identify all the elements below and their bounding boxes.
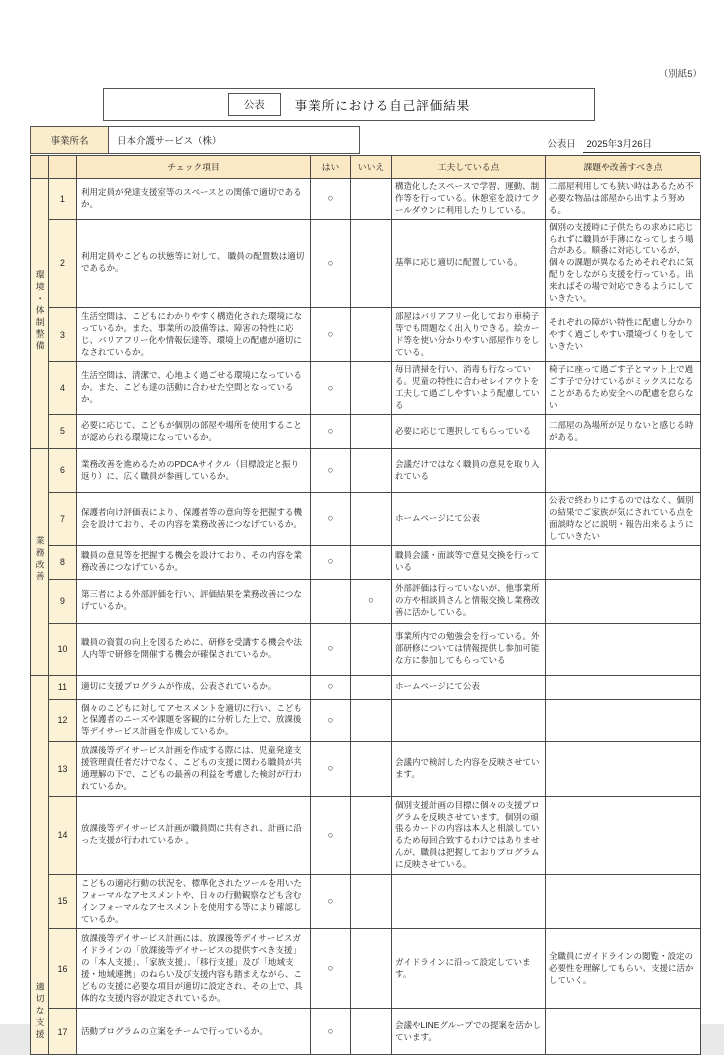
question-cell: 利用定員が発達支援室等のスペースとの関係で適切であるか。 (77, 179, 311, 220)
row-number: 12 (49, 699, 77, 742)
question-cell: 必要に応じて、こどもが個別の部屋や場所を使用することが認められる環境になっているか。 (77, 415, 311, 449)
no-cell (351, 449, 392, 493)
row-number: 7 (49, 493, 77, 546)
devised-cell: 部屋はバリアフリー化しており車椅子等でも問題なく出入りできる。絵カード等を使い分かりやすい部屋作りをしている。 (392, 307, 546, 362)
devised-cell: 事業所内での勉強会を行っている。外部研修については情報提供し参加可能な方に参加してもらっている (392, 623, 546, 675)
question-cell: 業務改善を進めるためのPDCAサイクル（目標設定と振り返り）に、広く職員が参画しているか。 (77, 449, 311, 493)
question-cell: 保護者向け評価表により、保護者等の意向等を把握する機会を設けており、その内容を業務改善につなげているか。 (77, 493, 311, 546)
devised-cell: 外部評価は行っていないが、他事業所の方や相談員さんと情報交換し業務改善に活かしている。 (392, 579, 546, 623)
page-title: 事業所における自己評価結果 (294, 98, 471, 113)
table-row (31, 796, 701, 874)
header-devised-points: 工夫している点 (392, 156, 546, 179)
issues-cell: 椅子に座って過ごす子とマット上で過ごす子で分けているがミックスになることがあるため安全への配慮を怠らない (546, 362, 701, 415)
issues-cell (546, 623, 701, 675)
title-box (103, 88, 595, 121)
issues-cell: 全職員にガイドラインの閲覧・設定の必要性を理解してもらい、支援に活かしていく。 (546, 929, 701, 1009)
no-cell (351, 1009, 392, 1055)
header-check-item: チェック項目 (77, 156, 311, 179)
no-cell (351, 699, 392, 742)
no-cell: ○ (351, 579, 392, 623)
table-row (31, 545, 701, 579)
table-row (31, 415, 701, 449)
issues-cell (546, 1009, 701, 1055)
row-number: 3 (49, 307, 77, 362)
header-number (49, 156, 77, 179)
category-cell-appropriate-support: 適切な支援 (31, 675, 49, 1055)
devised-cell: 必要に応じて選択してもらっている (392, 415, 546, 449)
devised-cell: 構造化したスペースで学習、運動、制作等を行っている。休憩室を設けてクールダウンに利用したりしている。 (392, 179, 546, 220)
row-number: 15 (49, 874, 77, 929)
row-number: 14 (49, 796, 77, 874)
yes-cell: ○ (311, 545, 351, 579)
devised-cell: 会議だけではなく職員の意見を取り入れている (392, 449, 546, 493)
devised-cell: ホームページにて公表 (392, 675, 546, 699)
yes-cell: ○ (311, 675, 351, 699)
question-cell: 放課後等デイサービス計画を作成する際には、児童発達支援管理責任者だけでなく、こどもの支援に関わる職員が共通理解の下で、こどもの最善の利益を考慮した検討が行われているか。 (77, 742, 311, 797)
question-cell: 適切に支援プログラムが作成、公表されているか。 (77, 675, 311, 699)
question-cell: 職員の意見等を把握する機会を設けており、その内容を業務改善につなげているか。 (77, 545, 311, 579)
no-cell (351, 493, 392, 546)
office-name-box (30, 126, 360, 154)
yes-cell: ○ (311, 307, 351, 362)
no-cell (351, 307, 392, 362)
yes-cell: ○ (311, 1009, 351, 1055)
office-name-value: 日本介護サービス（株） (117, 136, 222, 147)
yes-cell (311, 579, 351, 623)
issues-cell (546, 742, 701, 797)
table-row (31, 675, 701, 699)
yes-cell: ○ (311, 219, 351, 307)
table-row (31, 493, 701, 546)
publish-date-line (547, 136, 700, 153)
yes-cell: ○ (311, 493, 351, 546)
yes-cell: ○ (311, 623, 351, 675)
yes-cell: ○ (311, 796, 351, 874)
header-category (31, 156, 49, 179)
issues-cell (546, 675, 701, 699)
table-row (31, 449, 701, 493)
no-cell (351, 742, 392, 797)
issues-cell (546, 796, 701, 874)
no-cell (351, 362, 392, 415)
row-number: 16 (49, 929, 77, 1009)
question-cell: 放課後等デイサービス計画が職員間に共有され、計画に沿った支援が行われているか 。 (77, 796, 311, 874)
table-row (31, 579, 701, 623)
header-yes: はい (311, 156, 351, 179)
question-cell: 放課後等デイサービス計画には、放課後等デイサービスガイドラインの「放課後等デイサービスの提供すべき支援」の「本人支援」、「家族支援」、「移行支援」及び「地域支援・地域連携」のねらい及び支援内容も踏まえながら、こどもの支援に必要な項目が適切に設定され、その上で、具体的な支援内容が設定されているか。 (77, 929, 311, 1009)
no-cell (351, 219, 392, 307)
question-cell: 個々のこどもに対してアセスメントを適切に行い、こどもと保護者のニーズや課題を客観的に分析した上で、放課後等デイサービス計画を作成しているか。 (77, 699, 311, 742)
yes-cell: ○ (311, 449, 351, 493)
publication-tag: 公表 (228, 93, 281, 116)
no-cell (351, 415, 392, 449)
row-number: 11 (49, 675, 77, 699)
table-row (31, 742, 701, 797)
no-cell (351, 545, 392, 579)
devised-cell: 会議やLINEグループでの提案を活かしています。 (392, 1009, 546, 1055)
issues-cell (546, 699, 701, 742)
no-cell (351, 623, 392, 675)
row-number: 4 (49, 362, 77, 415)
question-cell: 職員の資質の向上を図るために、研修を受講する機会や法人内等で研修を開催する機会が確保されているか。 (77, 623, 311, 675)
devised-cell (392, 699, 546, 742)
table-header-row (31, 156, 701, 179)
row-number: 6 (49, 449, 77, 493)
no-cell (351, 874, 392, 929)
no-cell (351, 179, 392, 220)
devised-cell: 職員会議・面談等で意見交換を行っている (392, 545, 546, 579)
row-number: 10 (49, 623, 77, 675)
question-cell: 利用定員やこどもの状態等に対して、 職員の配置数は適切であるか。 (77, 219, 311, 307)
table-row (31, 1009, 701, 1055)
issues-cell (546, 874, 701, 929)
self-evaluation-table (30, 155, 701, 1055)
table-row (31, 874, 701, 929)
row-number: 13 (49, 742, 77, 797)
issues-cell: 公表で終わりにするのではなく、個別の結果でご家族が気にされている点を面談時などに説明・報告出来るようにしていきたい (546, 493, 701, 546)
question-cell: 活動プログラムの立案をチームで行っているか。 (77, 1009, 311, 1055)
table-row (31, 179, 701, 220)
header-no: いいえ (351, 156, 392, 179)
devised-cell: 毎日清掃を行い、消毒も行なっている。児童の特性に合わせレイアウトを工夫して過ごしやすいよう配慮している (392, 362, 546, 415)
row-number: 8 (49, 545, 77, 579)
issues-cell: 二部屋の為場所が足りないと感じる時がある。 (546, 415, 701, 449)
devised-cell: 基準に応じ適切に配置している。 (392, 219, 546, 307)
attachment-note: （別紙5） (658, 69, 702, 80)
row-number: 17 (49, 1009, 77, 1055)
row-number: 9 (49, 579, 77, 623)
table-row (31, 699, 701, 742)
devised-cell: 個別支援計画の目標に個々の支援プログラムを反映させています。個別の頑張るカードの内容は本人と相談しているため毎回合致するわけではありませんが、職員は把握しておりプログラムに反映させている。 (392, 796, 546, 874)
table-row (31, 219, 701, 307)
row-number: 1 (49, 179, 77, 220)
question-cell: 第三者による外部評価を行い、評価結果を業務改善につなげているか。 (77, 579, 311, 623)
table-row (31, 929, 701, 1009)
office-name-label: 事業所名 (31, 127, 109, 153)
issues-cell (546, 545, 701, 579)
table-row (31, 362, 701, 415)
issues-cell: 個別の支援時に子供たちの求めに応じられずに職員が手薄になってしまう場合がある。順番に対応しているが、個々の課題が異なるためそれぞれに気配りをしながら支援を行っている。出来ればその場で対応できるようにしていきたい。 (546, 219, 701, 307)
category-cell-operations: 業務改善 (31, 449, 49, 676)
devised-cell: ホームページにて公表 (392, 493, 546, 546)
question-cell: こどもの適応行動の状況を、標準化されたツールを用いたフォーマルなアセスメントや、日々の行動観察なども含むインフォーマルなアセスメントを使用する等により確認しているか。 (77, 874, 311, 929)
issues-cell (546, 449, 701, 493)
table-row (31, 307, 701, 362)
table-row (31, 623, 701, 675)
category-cell-environment: 環境・体制整備 (31, 179, 49, 449)
yes-cell: ○ (311, 415, 351, 449)
publish-date-label: 公表日 (547, 139, 576, 150)
devised-cell: 会議内で検討した内容を反映させています。 (392, 742, 546, 797)
row-number: 2 (49, 219, 77, 307)
yes-cell: ○ (311, 929, 351, 1009)
yes-cell: ○ (311, 362, 351, 415)
yes-cell: ○ (311, 699, 351, 742)
no-cell (351, 675, 392, 699)
no-cell (351, 796, 392, 874)
yes-cell: ○ (311, 874, 351, 929)
row-number: 5 (49, 415, 77, 449)
devised-cell (392, 874, 546, 929)
yes-cell: ○ (311, 179, 351, 220)
issues-cell: 二部屋利用しても狭い時はあるため不必要な物品は部屋から出すよう努める。 (546, 179, 701, 220)
yes-cell: ○ (311, 742, 351, 797)
issues-cell: それぞれの障がい特性に配慮し分かりやすく過ごしやすい環境づくりをしていきたい (546, 307, 701, 362)
no-cell (351, 929, 392, 1009)
question-cell: 生活空間は、こどもにわかりやすく構造化された環境になっているか。また、事業所の設備等は、障害の特性に応じ、バリアフリー化や情報伝達等、環境上の配慮が適切になされているか。 (77, 307, 311, 362)
publish-date-value: 2025年3月26日 (583, 136, 700, 153)
header-issue-points: 課題や改善すべき点 (546, 156, 701, 179)
devised-cell: ガイドラインに沿って設定しています。 (392, 929, 546, 1009)
issues-cell (546, 579, 701, 623)
question-cell: 生活空間は、清潔で、心地よく過ごせる環境になっているか。また、こども達の活動に合わせた空間となっているか。 (77, 362, 311, 415)
